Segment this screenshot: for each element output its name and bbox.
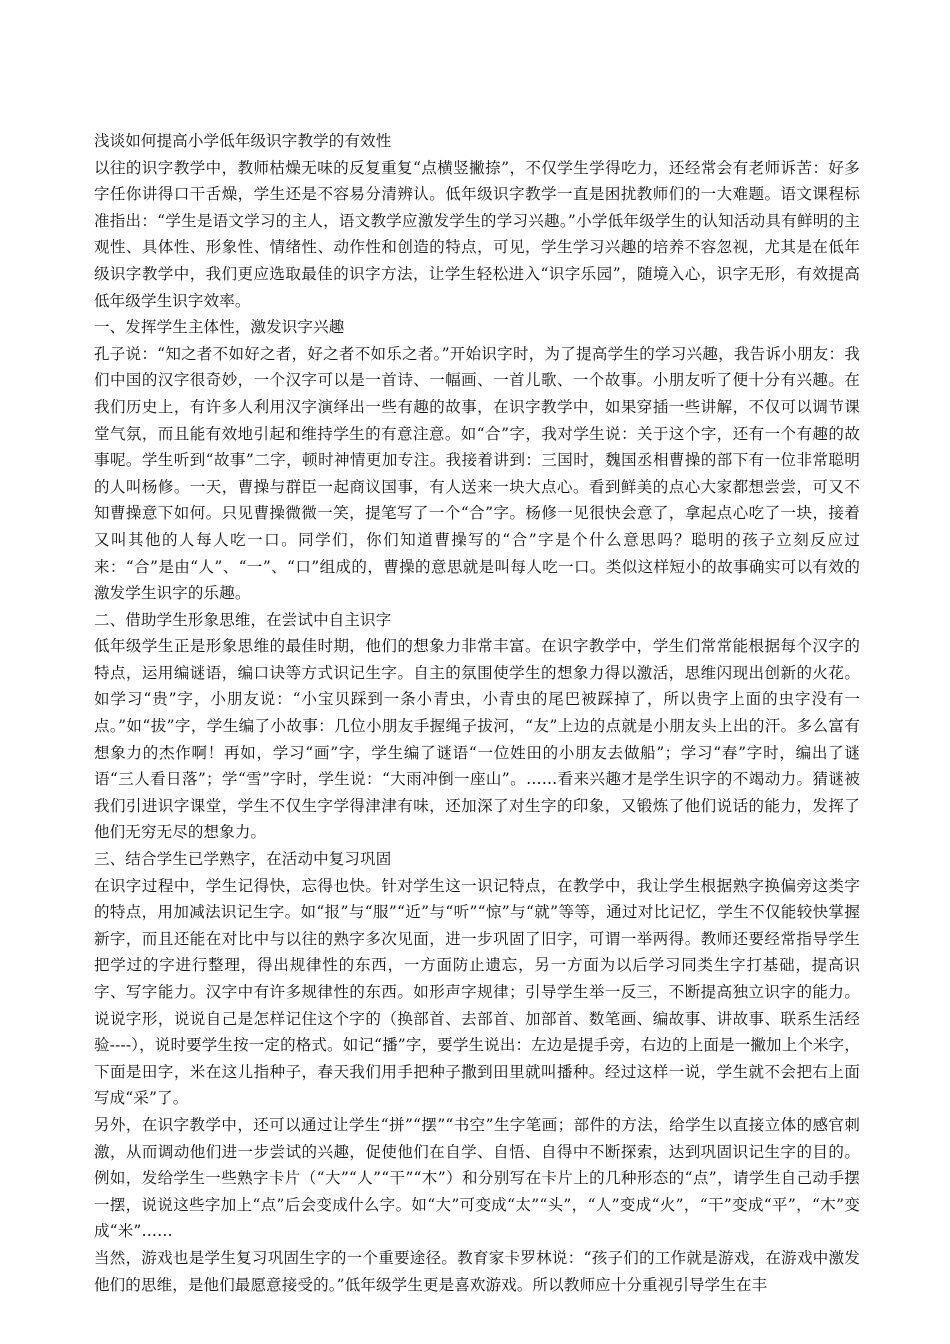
paragraph-section-2: 低年级学生正是形象思维的最佳时期，他们的想象力非常丰富。在识字教学中，学生们常常能根据每个汉字的特点，运用编谜语，编口诀等方式识记生字。自主的氛围使学生的想象力得以激活，思维闪现出创新的火花。如学习“贵”字，小朋友说：“小宝贝踩到一条小青虫，小青虫的尾巴被踩掉了，所以贵字上面的虫字没有一点。”如“拔”字，学生编了小故事：几位小朋友手握绳子拔河，“友”上边的点就是小朋友头上出的汗。多么富有想象力的杰作啊！再如，学习“画”字，学生编了谜语“一位姓田的小朋友去做船”；学习“春”字时，编出了谜语“三人看日落”；学“雪”字时，学生说：“大雨冲倒一座山”。……看来兴趣才是学生识字的不竭动力。猜谜被我们引进识字课堂，学生不仅生字学得津津有味，还加深了对生字的印象，又锻炼了他们说话的能力，发挥了他们无穷无尽的想象力。 <box>94 637 860 842</box>
paragraph-intro: 以往的识字教学中，教师枯燥无味的反复重复“点横竖撇捺”，不仅学生学得吃力，还经常会有老师诉苦：好多字任你讲得口干舌燥，学生还是不容易分清辨认。低年级识字教学一直是困扰教师们的一大难题。语文课程标准指出：“学生是语文学习的主人，语文教学应激发学生的学习兴趣。”小学低年级学生的认知活动具有鲜明的主观性、具体性、形象性、情绪性、动作性和创造的特点，可见，学生学习兴趣的培养不容忽视，尤其是在低年级识字教学中，我们更应选取最佳的识字方法，让学生轻松进入“识字乐园”，随境入心，识字无形，有效提高低年级学生识字效率。 <box>94 158 860 310</box>
paragraph-section-3a: 在识字过程中，学生记得快，忘得也快。针对学生这一识记特点，在教学中，我让学生根据熟字换偏旁这类字的特点，用加减法识记生字。如“报”与“服”“近”与“听”“惊”与“就”等等，通过对比记忆，学生不仅能较快掌握新字，而且还能在对比中与以往的熟字多次见面，进一步巩固了旧字，可谓一举两得。教师还要经常指导学生把学过的字进行整理，得出规律性的东西，一方面防止遗忘，另一方面为以后学习同类生字打基础，提高识字、写字能力。汉字中有许多规律性的东西。如形声字规律；引导学生举一反三，不断提高独立识字的能力。说说字形，说说自己是怎样记住这个字的（换部首、去部首、加部首、数笔画、编故事、讲故事、联系生活经验----），说时要学生按一定的格式。如记“播”字，要学生说出：左边是提手旁，右边的上面是一撇加上个米字，下面是田字，米在这儿指种子，春天我们用手把种子撒到田里就叫播种。经过这样一说，学生就不会把右上面写成“采”了。 <box>94 876 860 1108</box>
paragraph-section-3b: 另外，在识字教学中，还可以通过让学生“拼”“摆”“书空”生字笔画；部件的方法，给学生以直接立体的感官刺激，从而调动他们进一步尝试的兴趣，促使他们在自学、自悟、自得中不断探索，达到巩固识记生字的目的。例如，发给学生一些熟字卡片（“大”“人”“干”“木”）和分别写在卡片上的几种形态的“点”，请学生自己动手摆一摆，说说这些字加上“点”后会变成什么字。如“大”可变成“太”“头”，“人”变成“火”，“干”变成“平”，“木”变成“米”…… <box>94 1115 860 1241</box>
document-page <box>94 128 860 1298</box>
section-heading-3: 三、结合学生已学熟字，在活动中复习巩固 <box>94 850 392 869</box>
paragraph-section-3c: 当然，游戏也是学生复习巩固生字的一个重要途径。教育家卡罗林说：“孩子们的工作就是游戏，在游戏中激发他们的思维，是他们最愿意接受的。”低年级学生更是喜欢游戏。所以教师应十分重视引导学生在丰 <box>94 1248 860 1294</box>
section-heading-2: 二、借助学生形象思维，在尝试中自主识字 <box>94 610 392 629</box>
section-heading-1: 一、发挥学生主体性，激发识字兴趣 <box>94 318 345 337</box>
paragraph-section-1: 孔子说：“知之者不如好之者，好之者不如乐之者。”开始识字时，为了提高学生的学习兴趣，我告诉小朋友：我们中国的汉字很奇妙，一个汉字可以是一首诗、一幅画、一首儿歌、一个故事。小朋友听了便十分有兴趣。在我们历史上，有许多人利用汉字演绎出一些有趣的故事，在识字教学中，如果穿插一些讲解，不仅可以调节课堂气氛，而且能有效地引起和维持学生的有意注意。如“合”字，我对学生说：关于这个字，还有一个有趣的故事呢。学生听到“故事”二字，顿时神情更加专注。我接着讲到：三国时，魏国丞相曹操的部下有一位非常聪明的人叫杨修。一天，曹操与群臣一起商议国事，有人送来一块大点心。看到鲜美的点心大家都想尝尝，可又不知曹操意下如何。只见曹操微微一笑，提笔写了一个“合”字。杨修一见很快会意了，拿起点心吃了一块，接着又叫其他的人每人吃一口。同学们，你们知道曹操写的“合”字是个什么意思吗？聪明的孩子立刻反应过来：“合”是由“人”、“一”、“口”组成的，曹操的意思就是叫每人吃一口。类似这样短小的故事确实可以有效的激发学生识字的乐趣。 <box>94 344 860 603</box>
document-title: 浅谈如何提高小学低年级识字教学的有效性 <box>94 132 392 150</box>
